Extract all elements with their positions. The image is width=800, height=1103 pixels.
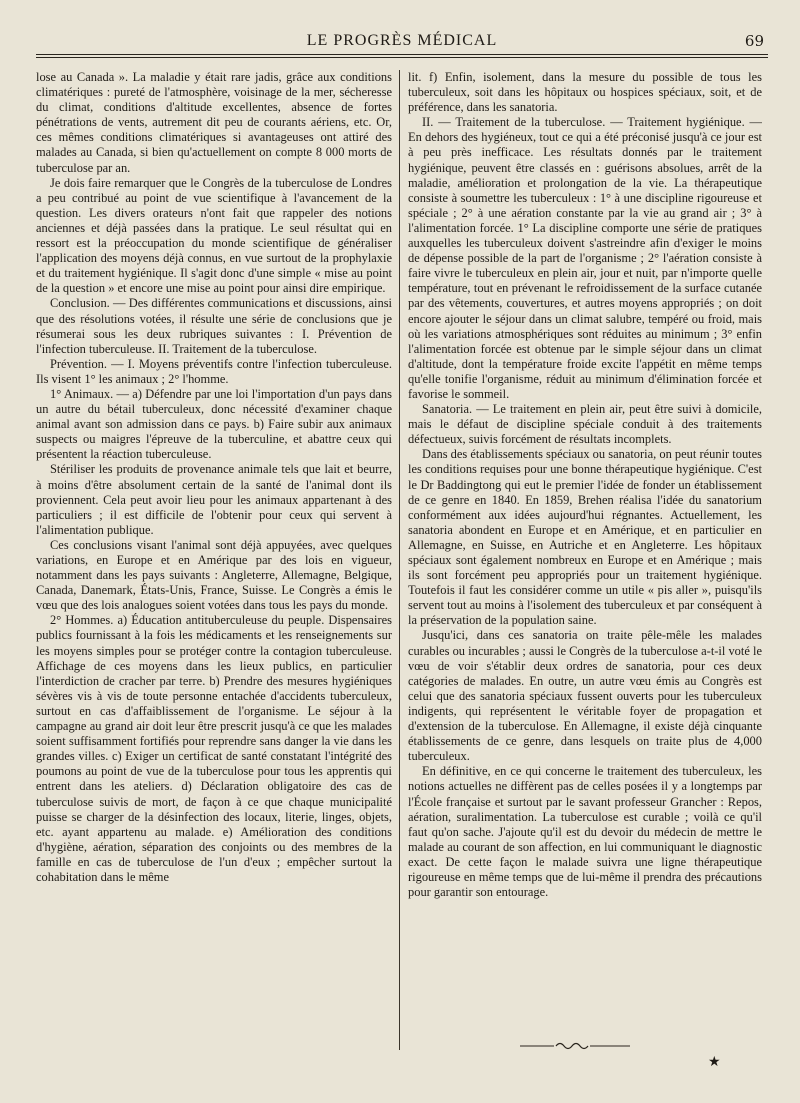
paragraph: II. — Traitement de la tuberculose. — Traitement hygiénique. — En dehors des hygiéneux, tout ce qui a été préconisé jusqu'à ce jour est à peu près inefficace. Les résultats donnés par le traitement hygiénique, peuvent être classés en : guérisons absolues, arrêt de la maladie, amélioration et prolongation de la vie. La thérapeutique consiste à soumettre les tuberculeux : 1° à une discipline rigoureuse et spéciale ; 2° à une aération constante par la vie au grand air ; 3° à l'alimentation forcée. 1° La discipline comporte une série de pratiques auxquelles les tuberculeux doivent s'astreindre afin d'exiger le moins de dépense possible de la part de l'organisme ; 2° l'aération consiste à faire vivre le tuberculeux en plein air, jour et nuit, par n'importe quelle température, tout en prévenant le refroidissement de la surface cutanée par des vêtements, couvertures, et autres moyens appropriés ; on doit encore ajouter le séjour dans un climat salubre, tempéré ou froid, mais où les variations atmosphériques sont réduites au minimum ; 3° enfin l'alimentation forcée est obtenue par le simple séjour dans un climat d'altitude, dont la température froide excite l'appétit en même temps qu'elle tonifie l'organisme, réduit au minimum d'élimination forcée et favorise le sommeil. [408,115,762,401]
paragraph: Dans des établissements spéciaux ou sanatoria, on peut réunir toutes les conditions requises pour une bonne thérapeutique hygiénique. C'est le Dr Baddingtong qui eut le premier l'idée de fonder un établissement de ce genre en 1840. En 1859, Brehen réalisa l'idée du sanatorium conformément aux idées aujourd'hui régnantes. Actuellement, les sanatoria abondent en Europe et en Amérique, et en particulier en Allemagne, en Suisse, en Autriche et en Angleterre. Les hôpitaux spéciaux sont également nombreux en Europe et en Amérique ; mais ils sont forcément peu appropriés pour un traitement hygiénique. Toutefois il faut les considérer comme un utile « pis aller », puisqu'ils servent tout au moins à l'isolement des tuberculeux et par conséquent à la préservation de la population saine. [408,447,762,628]
right-column [408,70,762,1055]
decorative-ornament-icon [520,1040,630,1052]
page-header [36,30,768,58]
paragraph: 2° Hommes. a) Éducation antituberculeuse du peuple. Dispensaires publics fournissant à la fois les médicaments et les renseignements sur les moyens simples pour se protéger contre la contagion tuberculeuse. Affichage de ces moyens dans les lieux publics, en particulier l'interdiction de cracher par terre. b) Prendre des mesures hygiéniques sévères vis à vis de toute personne entachée d'accidents tuberculeux, surtout en cas d'affaiblissement de l'organisme. Le séjour à la campagne au grand air doit leur être prescrit jusqu'à ce que les malades soient suffisamment fortifiés pour reprendre sans danger la vie dans les grandes villes. c) Exiger un certificat de santé constatant l'intégrité des poumons au point de vue de la tuberculose pour tous les apprentis qui entrent dans les ateliers. d) Déclaration obligatoire des cas de tuberculose suivis de mort, de façon à ce que chaque municipalité puisse se charger de la désinfection des locaux, literie, linges, objets, etc. ayant appartenu au malade. e) Amélioration des conditions d'hygiène, aération, séparation des conjoints ou des membres de la famille en cas de tuberculose de l'un d'eux ; empêcher surtout la cohabitation dans le même [36,613,392,884]
star-icon: ★ [708,1054,721,1070]
paragraph: 1° Animaux. — a) Défendre par une loi l'importation d'un pays dans un autre du bétail tuberculeux, donc nécessité d'examiner chaque animal avant son admission dans ce pays. b) Faire subir aux animaux suspects ou maigres l'épreuve de la tuberculine, et abattre ceux qui présentent la réaction tuberculeuse. [36,386,392,462]
header-rule-double [36,57,768,58]
paragraph: Conclusion. — Des différentes communications et discussions, ainsi que des résolutions votées, il résulte une série de conclusions que je résumerai sous les deux rubriques suivantes : I. Prévention de l'infection tuberculeuse. II. Traitement de la tuberculose. [36,296,392,356]
journal-title: LE PROGRÈS MÉDICAL [306,32,498,49]
paragraph: Sanatoria. — Le traitement en plein air, peut être suivi à domicile, mais le défaut de discipline spéciale conduit à des traitements défectueux, suivis forcément de résultats incomplets. [408,402,762,447]
paragraph: Prévention. — I. Moyens préventifs contre l'infection tuberculeuse. Ils visent 1° les animaux ; 2° l'homme. [36,356,392,386]
paragraph: Jusqu'ici, dans ces sanatoria on traite pêle-mêle les malades curables ou incurables ; aussi le Congrès de la tuberculose a-t-il voté le vœu de voir s'établir deux ordres de sanatoria, pour ces deux catégories de malades. En outre, un autre vœu émis au Congrès est celui que des sanatoria spéciaux fussent ouverts pour les tuberculeux indigents, qui représentent le véritable foyer de propagation et d'extension de la tuberculose. En Allemagne, il existe déjà cinquante établissements de ce genre, dans lesquels on traite plus de 4,000 tuberculeux. [408,628,762,764]
paragraph: Je dois faire remarquer que le Congrès de la tuberculose de Londres a peu contribué au point de vue scientifique à l'avancement de la question. Les divers orateurs n'ont fait que rappeler des notions anciennes et déjà passées dans la pratique. Le seul résultat qui en ressort est la préoccupation du monde scientifique de généraliser l'application des moyens déjà connus, en vue surtout de la prophylaxie et du traitement hygiénique. Il s'agit donc d'une simple « mise au point de la question » et encore une mise au point pour ainsi dire empirique. [36,175,392,296]
paragraph: lit. f) Enfin, isolement, dans la mesure du possible de tous les tuberculeux, soit dans les hôpitaux ou hospices spéciaux, soit, et de préférence, dans les sanatoria. [408,70,762,115]
paragraph: Stériliser les produits de provenance animale tels que lait et beurre, à moins d'être absolument certain de la santé de l'animal dont ils proviennent. Cela peut avoir lieu pour les animaux appartenant à des particuliers ; il est difficile de l'obtenir pour ceux qui servent à l'alimentation publique. [36,462,392,537]
column-divider [399,70,400,1050]
page-number: 69 [744,32,764,50]
header-rule [36,54,768,55]
paragraph: En définitive, en ce qui concerne le traitement des tuberculeux, les notions actuelles ne diffèrent pas de celles posées il y a longtemps par l'École française et surtout par le savant professeur Grancher : Repos, aération, suralimentation. La tuberculose est curable ; voilà ce qu'il faut qu'on sache. J'ajoute qu'il est du devoir du médecin de mettre le malade au courant de son affection, en lui communiquant le diagnostic exact. De cette façon le malade suivra une ligne thérapeutique rigoureuse en même temps que de lui-même il prendra des précautions pour garantir son entourage. [408,764,762,900]
paragraph: Ces conclusions visant l'animal sont déjà appuyées, avec quelques variations, en Europe et en Amérique par des lois en vigueur, notamment dans les pays suivants : Angleterre, Allemagne, Belgique, Canada, Danemark, États-Unis, France, Suisse. Le Congrès a émis le vœu que des lois analogues soient votées dans tous les pays du monde. [36,537,392,613]
paragraph: lose au Canada ». La maladie y était rare jadis, grâce aux conditions climatériques : pureté de l'atmosphère, voisinage de la mer, sécheresse du climat, conditions d'altitude excellentes, absence de fortes pénétrations de vents, autrement dit peu de courants aériens, etc. Or, ces mêmes conditions climatériques si avantageuses ont attiré des malades au Canada, si bien qu'actuellement on compte 8 000 morts de tuberculose par an. [36,70,392,175]
left-column [36,70,392,1055]
